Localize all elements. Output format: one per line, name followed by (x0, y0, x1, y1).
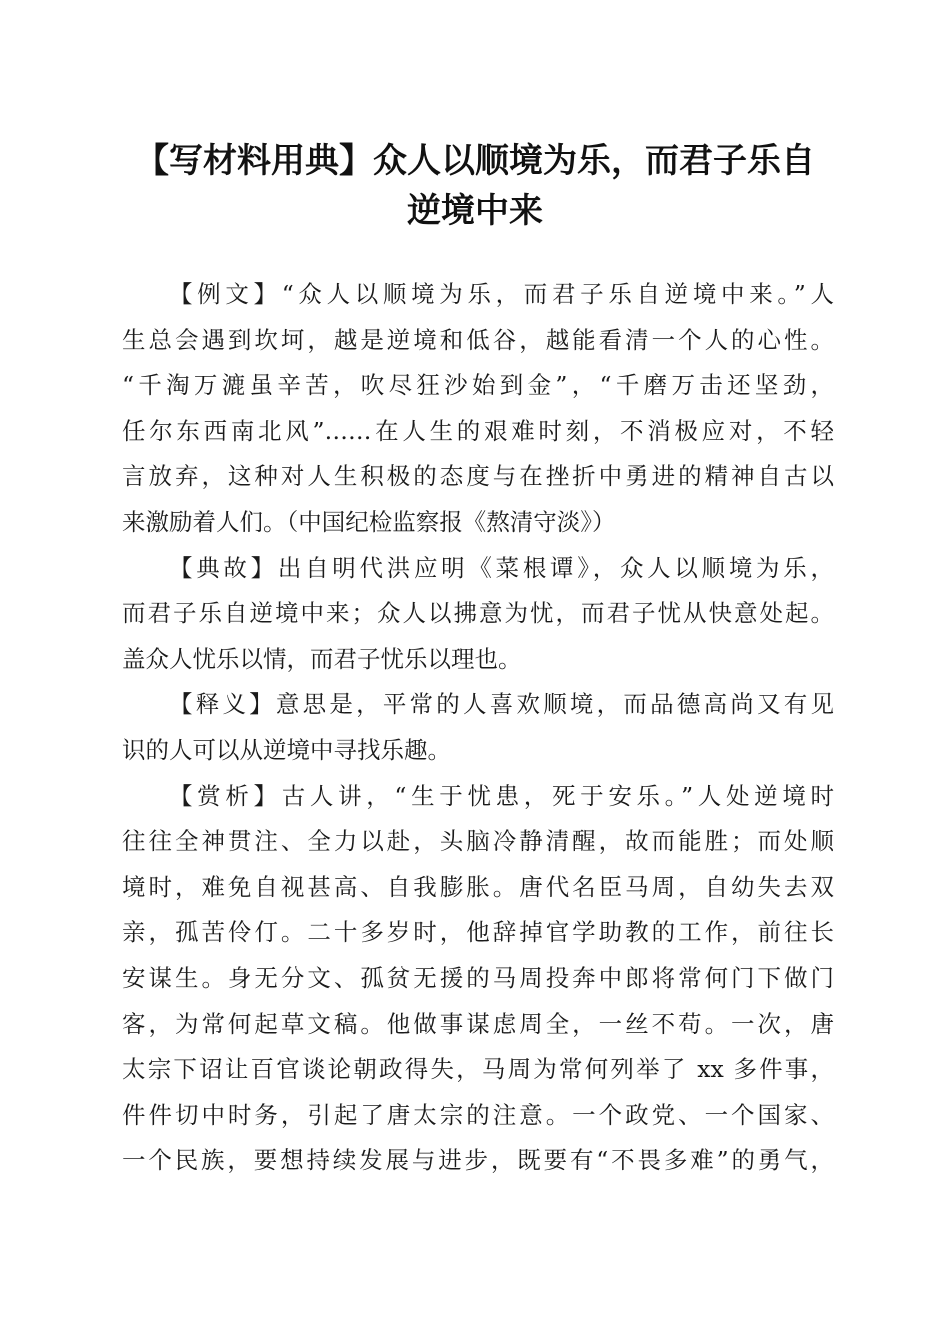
paragraph-interpretation (122, 682, 834, 773)
paragraph-analysis (122, 774, 834, 1184)
text-line: 客，为常何起草文稿。他做事谋虑周全，一丝不苟。一次，唐 (122, 1009, 834, 1038)
text-line: 生总会遇到坎坷，越是逆境和低谷，越能看清一个人的心性。 (122, 325, 834, 354)
text-line: 境时，难免自视甚高、自我膨胀。唐代名臣马周，自幼失去双 (122, 872, 834, 901)
text-line: 【赏析】古人讲，“生于忧患，死于安乐。”人处逆境时 (169, 781, 834, 810)
text-line: 任尔东西南北风”……在人生的艰难时刻，不消极应对，不轻 (122, 416, 834, 445)
text-line: 亲，孤苦伶仃。二十多岁时，他辞掉官学助教的工作，前往长 (122, 918, 834, 947)
text-line: 往往全神贯注、全力以赴，头脑冷静清醒，故而能胜；而处顺 (122, 827, 834, 856)
text-line: 【释义】意思是，平常的人喜欢顺境，而品德高尚又有见 (169, 690, 834, 719)
text-line: 而君子乐自逆境中来；众人以拂意为忧，而君子忧从快意处起。 (122, 599, 834, 628)
paragraph-example (122, 272, 834, 546)
document-title (110, 136, 840, 236)
text-line: 件件切中时务，引起了唐太宗的注意。一个政党、一个国家、 (122, 1100, 834, 1129)
text-line: 来激励着人们。（中国纪检监察报《熬清守淡》） (122, 507, 616, 536)
paragraph-allusion (122, 546, 834, 683)
text-line: 言放弃，这种对人生积极的态度与在挫折中勇进的精神自古以 (122, 462, 834, 491)
text-line: 一个民族，要想持续发展与进步，既要有“不畏多难”的勇气， (122, 1146, 834, 1175)
text-line: 安谋生。身无分文、孤贫无援的马周投奔中郎将常何门下做门 (122, 963, 834, 992)
title-line-2: 逆境中来 (407, 191, 543, 231)
title-line-1: 【写材料用典】众人以顺境为乐，而君子乐自 (135, 141, 815, 181)
text-line: 盖众人忧乐以情，而君子忧乐以理也。 (122, 644, 522, 673)
document-body (122, 272, 834, 1184)
text-line: “千淘万漉虽辛苦，吹尽狂沙始到金”，“千磨万击还坚劲， (122, 371, 834, 400)
text-line: 【典故】出自明代洪应明《菜根谭》，众人以顺境为乐， (169, 553, 834, 582)
text-line: 太宗下诏让百官谈论朝政得失，马周为常何列举了 xx 多件事， (122, 1055, 834, 1084)
text-line: 【例文】“众人以顺境为乐，而君子乐自逆境中来。”人 (169, 280, 834, 308)
text-line: 识的人可以从逆境中寻找乐趣。 (122, 735, 451, 764)
